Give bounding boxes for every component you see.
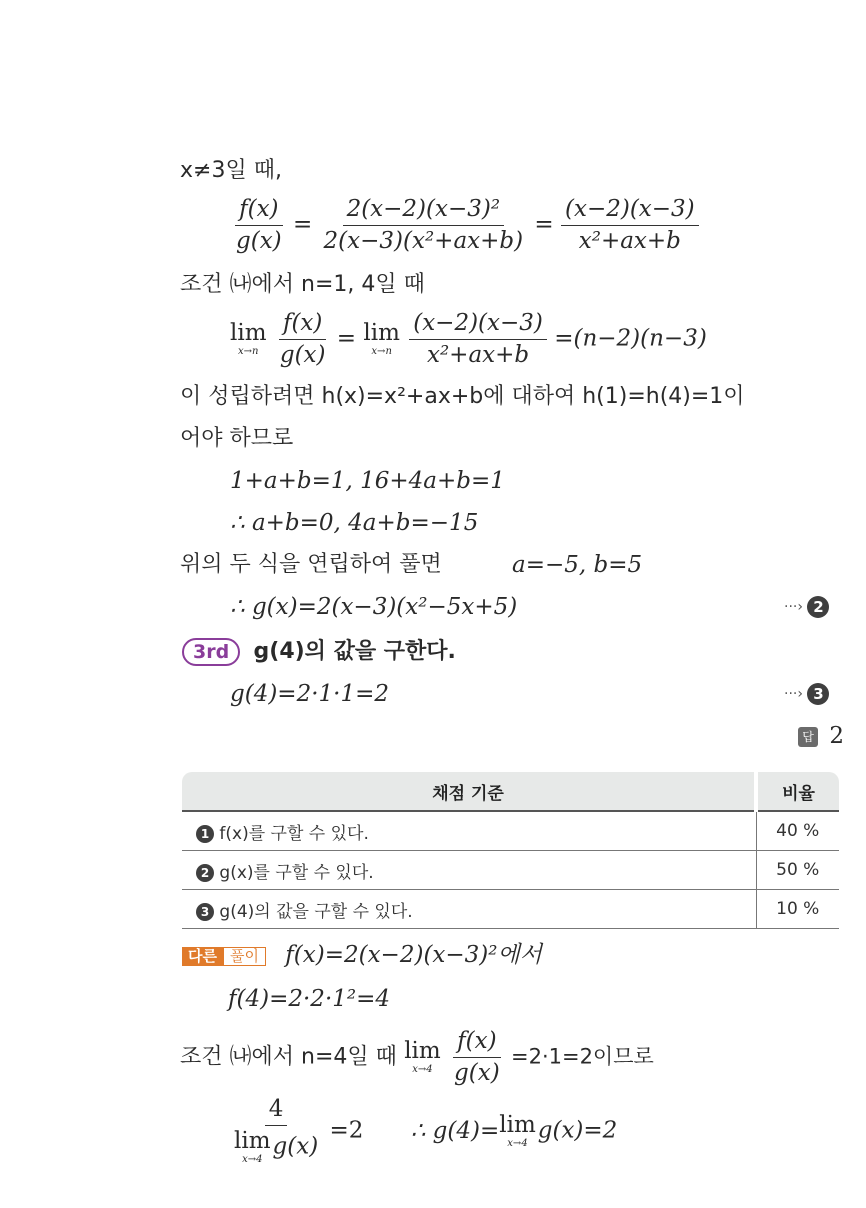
alt-line-1: f(x)=2(x−2)(x−3)²에서 (285, 942, 542, 968)
lim-sub: x→n (371, 346, 392, 357)
frac-num: f(x) (453, 1030, 500, 1058)
dots-arrow-icon: ···› (784, 599, 803, 615)
alt-solution-heading (182, 944, 542, 967)
limit-rhs: =(n−2)(n−3) (554, 325, 707, 352)
lim-sub: x→4 (412, 1064, 433, 1075)
limit-equation: lim x→n $\frac{f(x)}{g(x)}$ = lim x→n $\frac{(x-2)(x-3)}{\text{x²+ax+b}}$ =(n−2)(n−3) (230, 310, 707, 368)
table-row (182, 890, 839, 929)
frac-num: (x−2)(x−3) (561, 198, 699, 226)
alt-line-3-rhs: =2·1=2이므로 (510, 1044, 654, 1069)
row-text: g(4)의 값을 구할 수 있다. (219, 901, 413, 922)
equation-system: 1+a+b=1, 16+4a+b=1 (230, 468, 505, 494)
equation-therefore: ∴ a+b=0, 4a+b=−15 (230, 510, 479, 536)
lim-sub: x→4 (507, 1138, 528, 1149)
alt-badge (182, 947, 266, 966)
frac-num: f(x) (235, 198, 282, 226)
row-ratio: 40 % (756, 811, 839, 851)
grading-table (182, 772, 839, 929)
lim-sub: x→n (238, 346, 259, 357)
row-ratio: 50 % (756, 851, 839, 890)
step-number: 2 (807, 596, 829, 618)
alt-line-2: f(4)=2·2·1²=4 (228, 986, 391, 1012)
alt-line-3-text: 조건 ㈏에서 n=4일 때 (180, 1044, 397, 1070)
frac-num: 2(x−2)(x−3)² (343, 198, 505, 226)
dots-arrow-icon: ···› (784, 686, 803, 702)
answer (798, 725, 844, 748)
condition-line: x≠3일 때, (180, 158, 282, 183)
g-result: ∴ g(x)=2(x−3)(x²−5x+5) (230, 594, 518, 620)
lim-label: lim (230, 320, 267, 346)
table-row (182, 851, 839, 890)
row-text: g(x)를 구할 수 있다. (219, 862, 374, 883)
header-criteria: 채점 기준 (182, 772, 756, 811)
row-text: f(x)를 구할 수 있다. (219, 823, 369, 844)
frac-den: g(x) (279, 342, 326, 368)
step-badge: 3rd (182, 638, 240, 666)
lim-label: lim (404, 1038, 441, 1064)
alt-result-post: g(x)=2 (537, 1117, 618, 1144)
alt-line-3 (180, 1030, 654, 1085)
frac-num: (x−2)(x−3) (409, 312, 547, 340)
table-row (182, 811, 839, 851)
row-number: 3 (196, 903, 214, 921)
row-ratio: 10 % (756, 890, 839, 929)
g4-result: g(4)=2·1·1=2 (230, 681, 390, 707)
condition-text: 이 성립하려면 h(x)=x²+ax+b에 대하여 h(1)=h(4)=1이 (180, 384, 745, 409)
alt-line-4-rhs: =2 (329, 1117, 364, 1144)
frac-num: 4 (265, 1098, 288, 1126)
solve-result: a=−5, b=5 (512, 552, 643, 578)
lim-label: lim (234, 1128, 271, 1154)
frac-den: x²+ax+b (426, 342, 530, 368)
frac-den: x²+ax+b (578, 228, 681, 254)
step-heading (182, 638, 456, 666)
row-number: 2 (196, 864, 214, 882)
lim-label: lim (499, 1112, 536, 1138)
step-number: 3 (807, 683, 829, 705)
row-number: 1 (196, 825, 214, 843)
step-marker (784, 683, 829, 705)
alt-badge-b: 풀이 (223, 947, 266, 966)
lim-sub: x→4 (242, 1154, 263, 1165)
alt-line-4 (230, 1098, 617, 1165)
step-title: g(4)의 값을 구한다. (253, 639, 456, 664)
alt-result-pre: ∴ g(4)= (410, 1117, 500, 1144)
solve-text: 위의 두 식을 연립하여 풀면 (180, 552, 442, 577)
fraction-equation: $\frac{f(x)}{g(x)}$ = $\frac{\text{2(x−2)(x−3)²}}{\text{2(x−3)(x²+ax+b)}}$ = $\frac{(x-2)(x-3)}{\text{x²+ax+b}}$ (232, 198, 699, 253)
header-ratio: 비율 (756, 772, 839, 811)
condition-n-line: 조건 ㈏에서 n=1, 4일 때 (180, 272, 425, 297)
frac-den: g(x) (272, 1133, 319, 1160)
step-marker (784, 596, 829, 618)
frac-den: g(x) (236, 228, 282, 254)
answer-value: 2 (829, 723, 844, 749)
answer-icon: 답 (798, 727, 818, 747)
frac-den: 2(x−3)(x²+ax+b) (323, 228, 524, 254)
alt-badge-a: 다른 (182, 947, 223, 966)
lim-label: lim (363, 320, 400, 346)
frac-den: g(x) (454, 1060, 500, 1086)
frac-num: f(x) (279, 312, 326, 340)
condition-text-cont: 어야 하므로 (180, 426, 294, 451)
